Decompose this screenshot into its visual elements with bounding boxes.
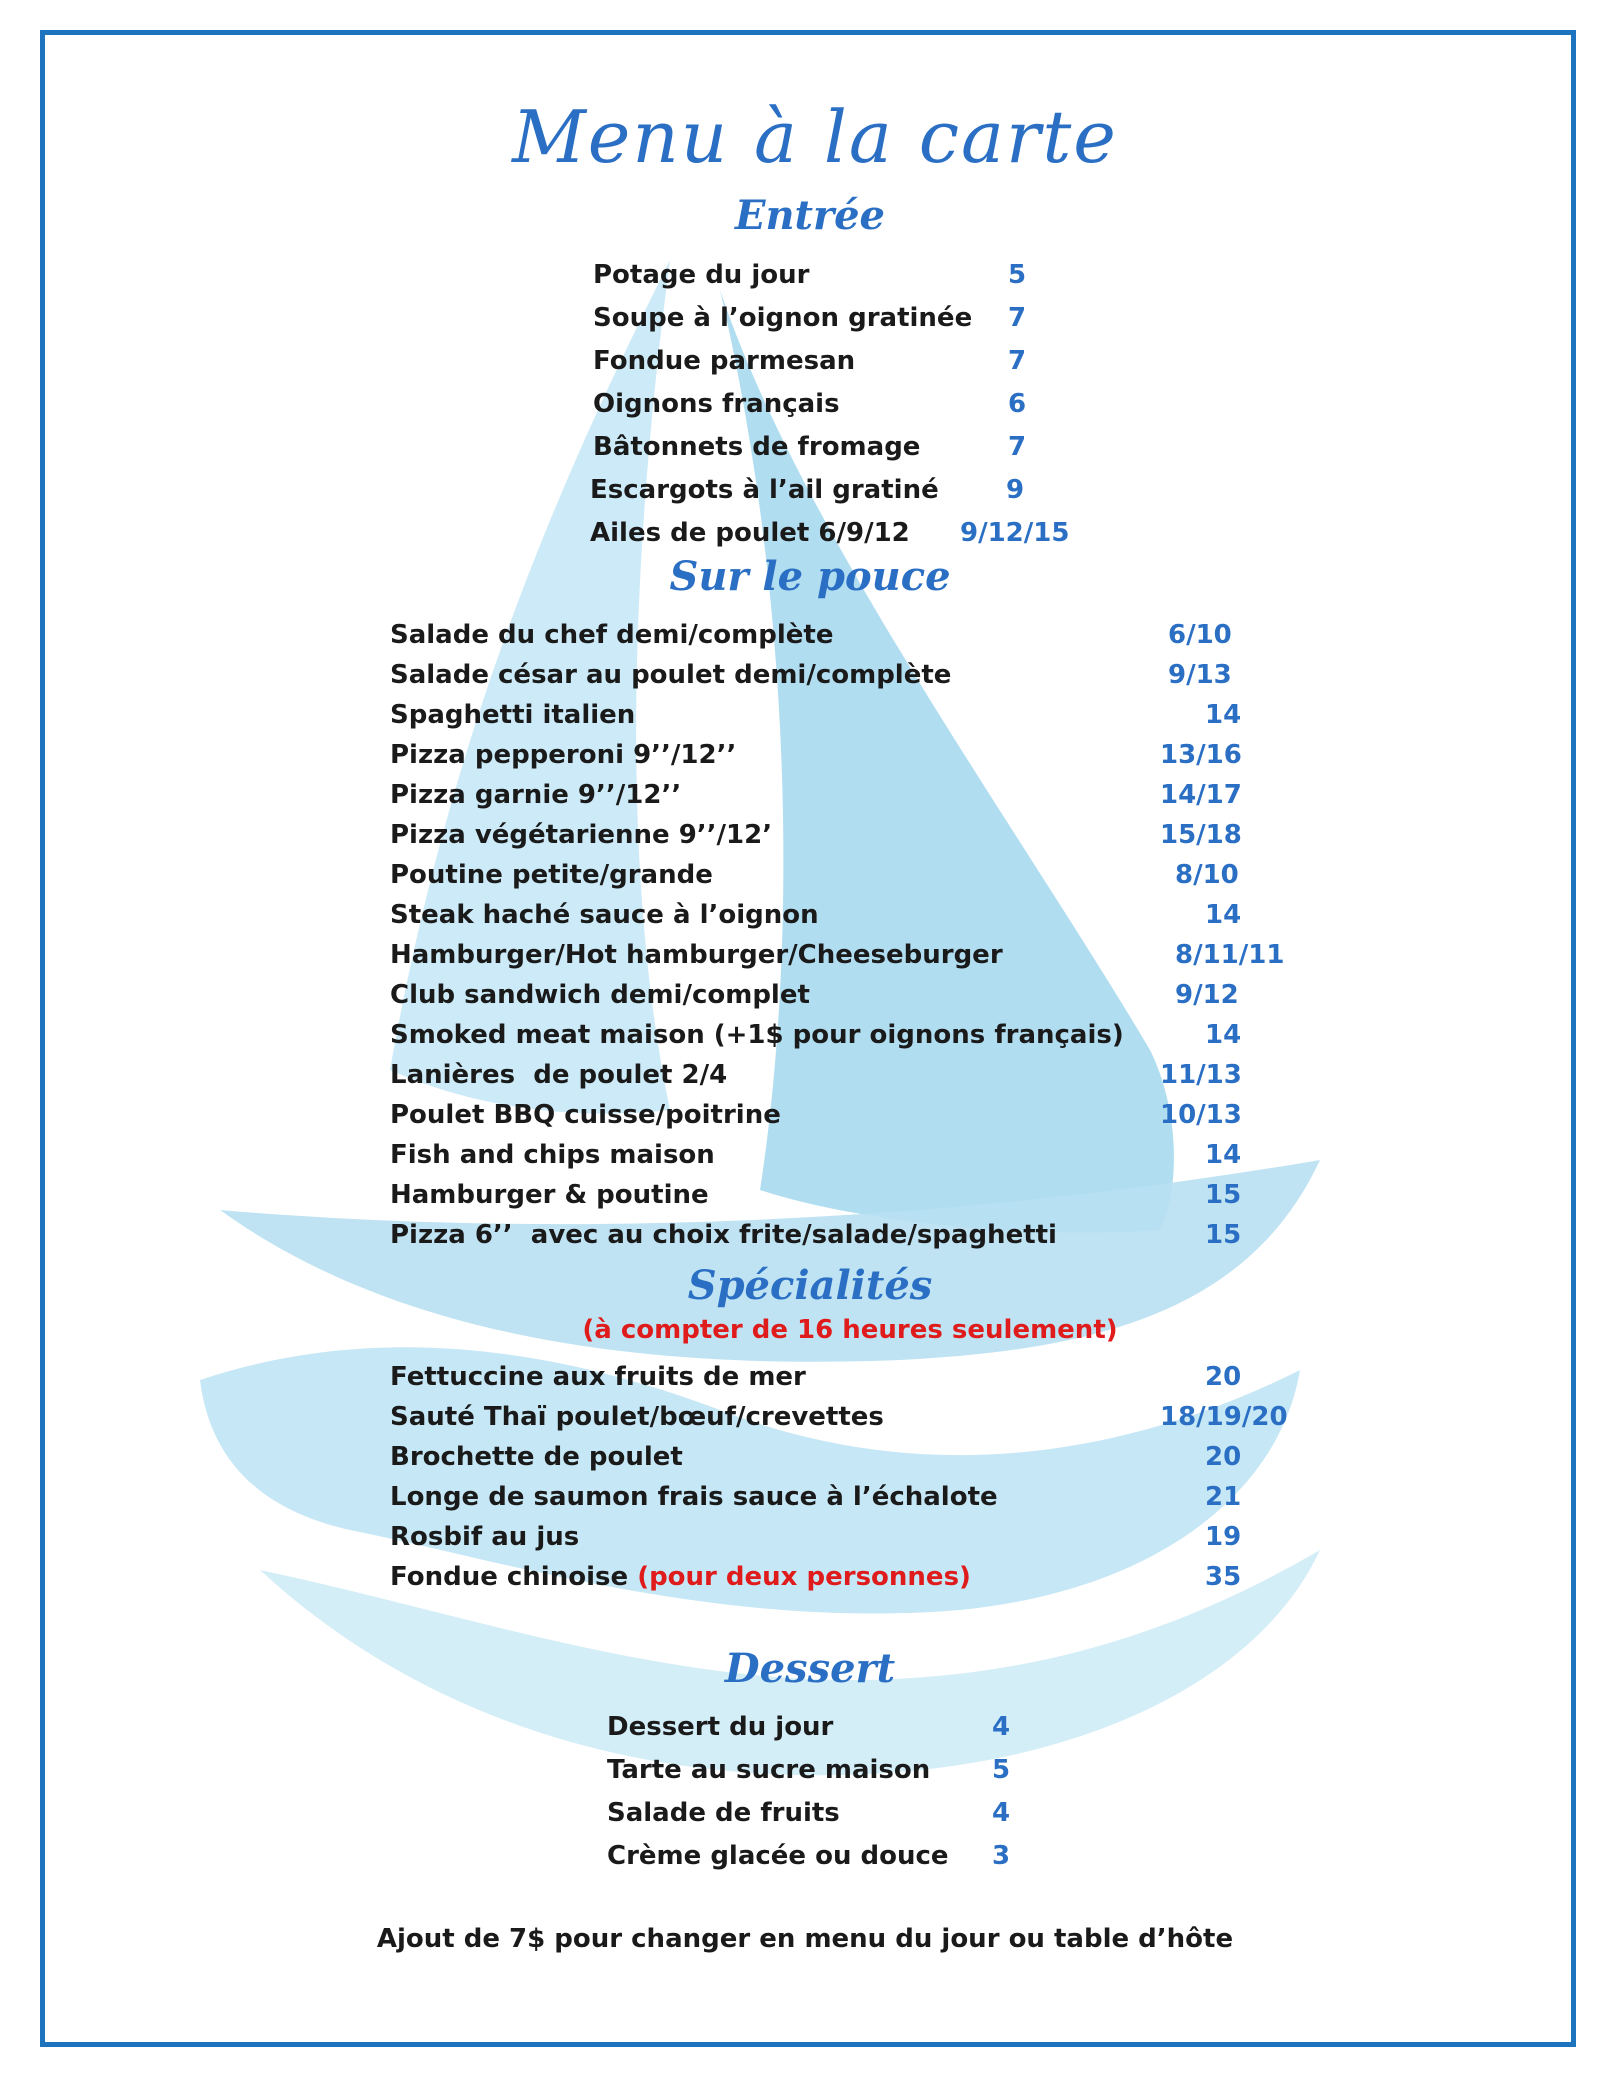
section-heading-entree: Entrée [734, 192, 886, 239]
item-price: 4 [992, 1712, 1011, 1742]
item-name: Longe de saumon frais sauce à l’échalote [390, 1482, 998, 1512]
item-price: 18/19/20 [1160, 1402, 1288, 1432]
item-price: 7 [1008, 346, 1027, 376]
item-name: Pizza végétarienne 9’’/12’ [390, 820, 773, 850]
item-price: 14 [1205, 1020, 1242, 1050]
item-price: 14 [1205, 900, 1242, 930]
item-price: 6 [1008, 389, 1027, 419]
item-name: Sauté Thaï poulet/bœuf/crevettes [390, 1402, 884, 1432]
item-name: Tarte au sucre maison [607, 1755, 931, 1785]
item-name: Salade césar au poulet demi/complète [390, 660, 952, 690]
item-name: Crème glacée ou douce [607, 1841, 949, 1871]
item-price: 10/13 [1160, 1100, 1242, 1130]
item-price: 35 [1205, 1562, 1242, 1592]
item-name: Fish and chips maison [390, 1140, 715, 1170]
section-heading-sur-le-pouce: Sur le pouce [669, 553, 951, 600]
item-price: 15 [1205, 1220, 1242, 1250]
item-name: Fondue chinoise [390, 1562, 629, 1592]
item-price: 7 [1008, 432, 1027, 462]
item-name: Hamburger & poutine [390, 1180, 709, 1210]
item-price: 11/13 [1160, 1060, 1242, 1090]
item-name: Dessert du jour [607, 1712, 834, 1742]
item-price: 5 [1008, 260, 1027, 290]
item-name: Rosbif au jus [390, 1522, 580, 1552]
item-price: 9 [1006, 475, 1025, 505]
item-name: Brochette de poulet [390, 1442, 683, 1472]
item-name: Lanières de poulet 2/4 [390, 1060, 728, 1090]
item-name: Poulet BBQ cuisse/poitrine [390, 1100, 781, 1130]
item-price: 3 [992, 1841, 1011, 1871]
item-name: Salade de fruits [607, 1798, 840, 1828]
item-name: Fettuccine aux fruits de mer [390, 1362, 806, 1392]
item-price: 8/10 [1175, 860, 1239, 890]
item-name: Fondue parmesan [593, 346, 856, 376]
item-price: 15 [1205, 1180, 1242, 1210]
item-price: 6/10 [1168, 620, 1232, 650]
item-name: Salade du chef demi/complète [390, 620, 834, 650]
item-name: Escargots à l’ail gratiné [590, 475, 939, 505]
item-price: 5 [992, 1755, 1011, 1785]
item-price: 21 [1205, 1482, 1242, 1512]
item-name: Club sandwich demi/complet [390, 980, 810, 1010]
item-name: Steak haché sauce à l’oignon [390, 900, 819, 930]
section-heading-specialites: Spécialités [687, 1262, 933, 1309]
item-price: 9/12/15 [960, 518, 1070, 548]
item-name: Pizza garnie 9’’/12’’ [390, 780, 682, 810]
item-name: Spaghetti italien [390, 700, 636, 730]
item-name: Soupe à l’oignon gratinée [593, 303, 973, 333]
item-name: Potage du jour [593, 260, 810, 290]
item-price: 4 [992, 1798, 1011, 1828]
footer-note: Ajout de 7$ pour changer en menu du jour ou table d’hôte [376, 1924, 1234, 1954]
item-name: Oignons français [593, 389, 840, 419]
specialites-hours-note: (à compter de 16 heures seulement) [582, 1315, 1118, 1345]
item-price: 19 [1205, 1522, 1242, 1552]
item-name: Bâtonnets de fromage [593, 432, 921, 462]
item-price: 9/12 [1175, 980, 1239, 1010]
item-name-with-note [390, 1557, 971, 1597]
item-price: 14/17 [1160, 780, 1242, 810]
item-price: 13/16 [1160, 740, 1242, 770]
item-price: 14 [1205, 700, 1242, 730]
item-price: 20 [1205, 1442, 1242, 1472]
item-note: (pour deux personnes) [637, 1562, 971, 1592]
item-name: Pizza pepperoni 9’’/12’’ [390, 740, 737, 770]
item-price: 8/11/11 [1175, 940, 1285, 970]
item-name: Ailes de poulet 6/9/12 [590, 518, 910, 548]
section-heading-dessert: Dessert [724, 1645, 896, 1692]
item-name: Smoked meat maison (+1$ pour oignons français) [390, 1020, 1124, 1050]
item-price: 20 [1205, 1362, 1242, 1392]
item-price: 7 [1008, 303, 1027, 333]
item-name: Hamburger/Hot hamburger/Cheeseburger [390, 940, 1003, 970]
item-price: 9/13 [1168, 660, 1232, 690]
item-price: 15/18 [1160, 820, 1242, 850]
item-price: 14 [1205, 1140, 1242, 1170]
item-name: Pizza 6’’ avec au choix frite/salade/spaghetti [390, 1220, 1057, 1250]
menu-title: Menu à la carte [512, 95, 1118, 179]
item-name: Poutine petite/grande [390, 860, 713, 890]
